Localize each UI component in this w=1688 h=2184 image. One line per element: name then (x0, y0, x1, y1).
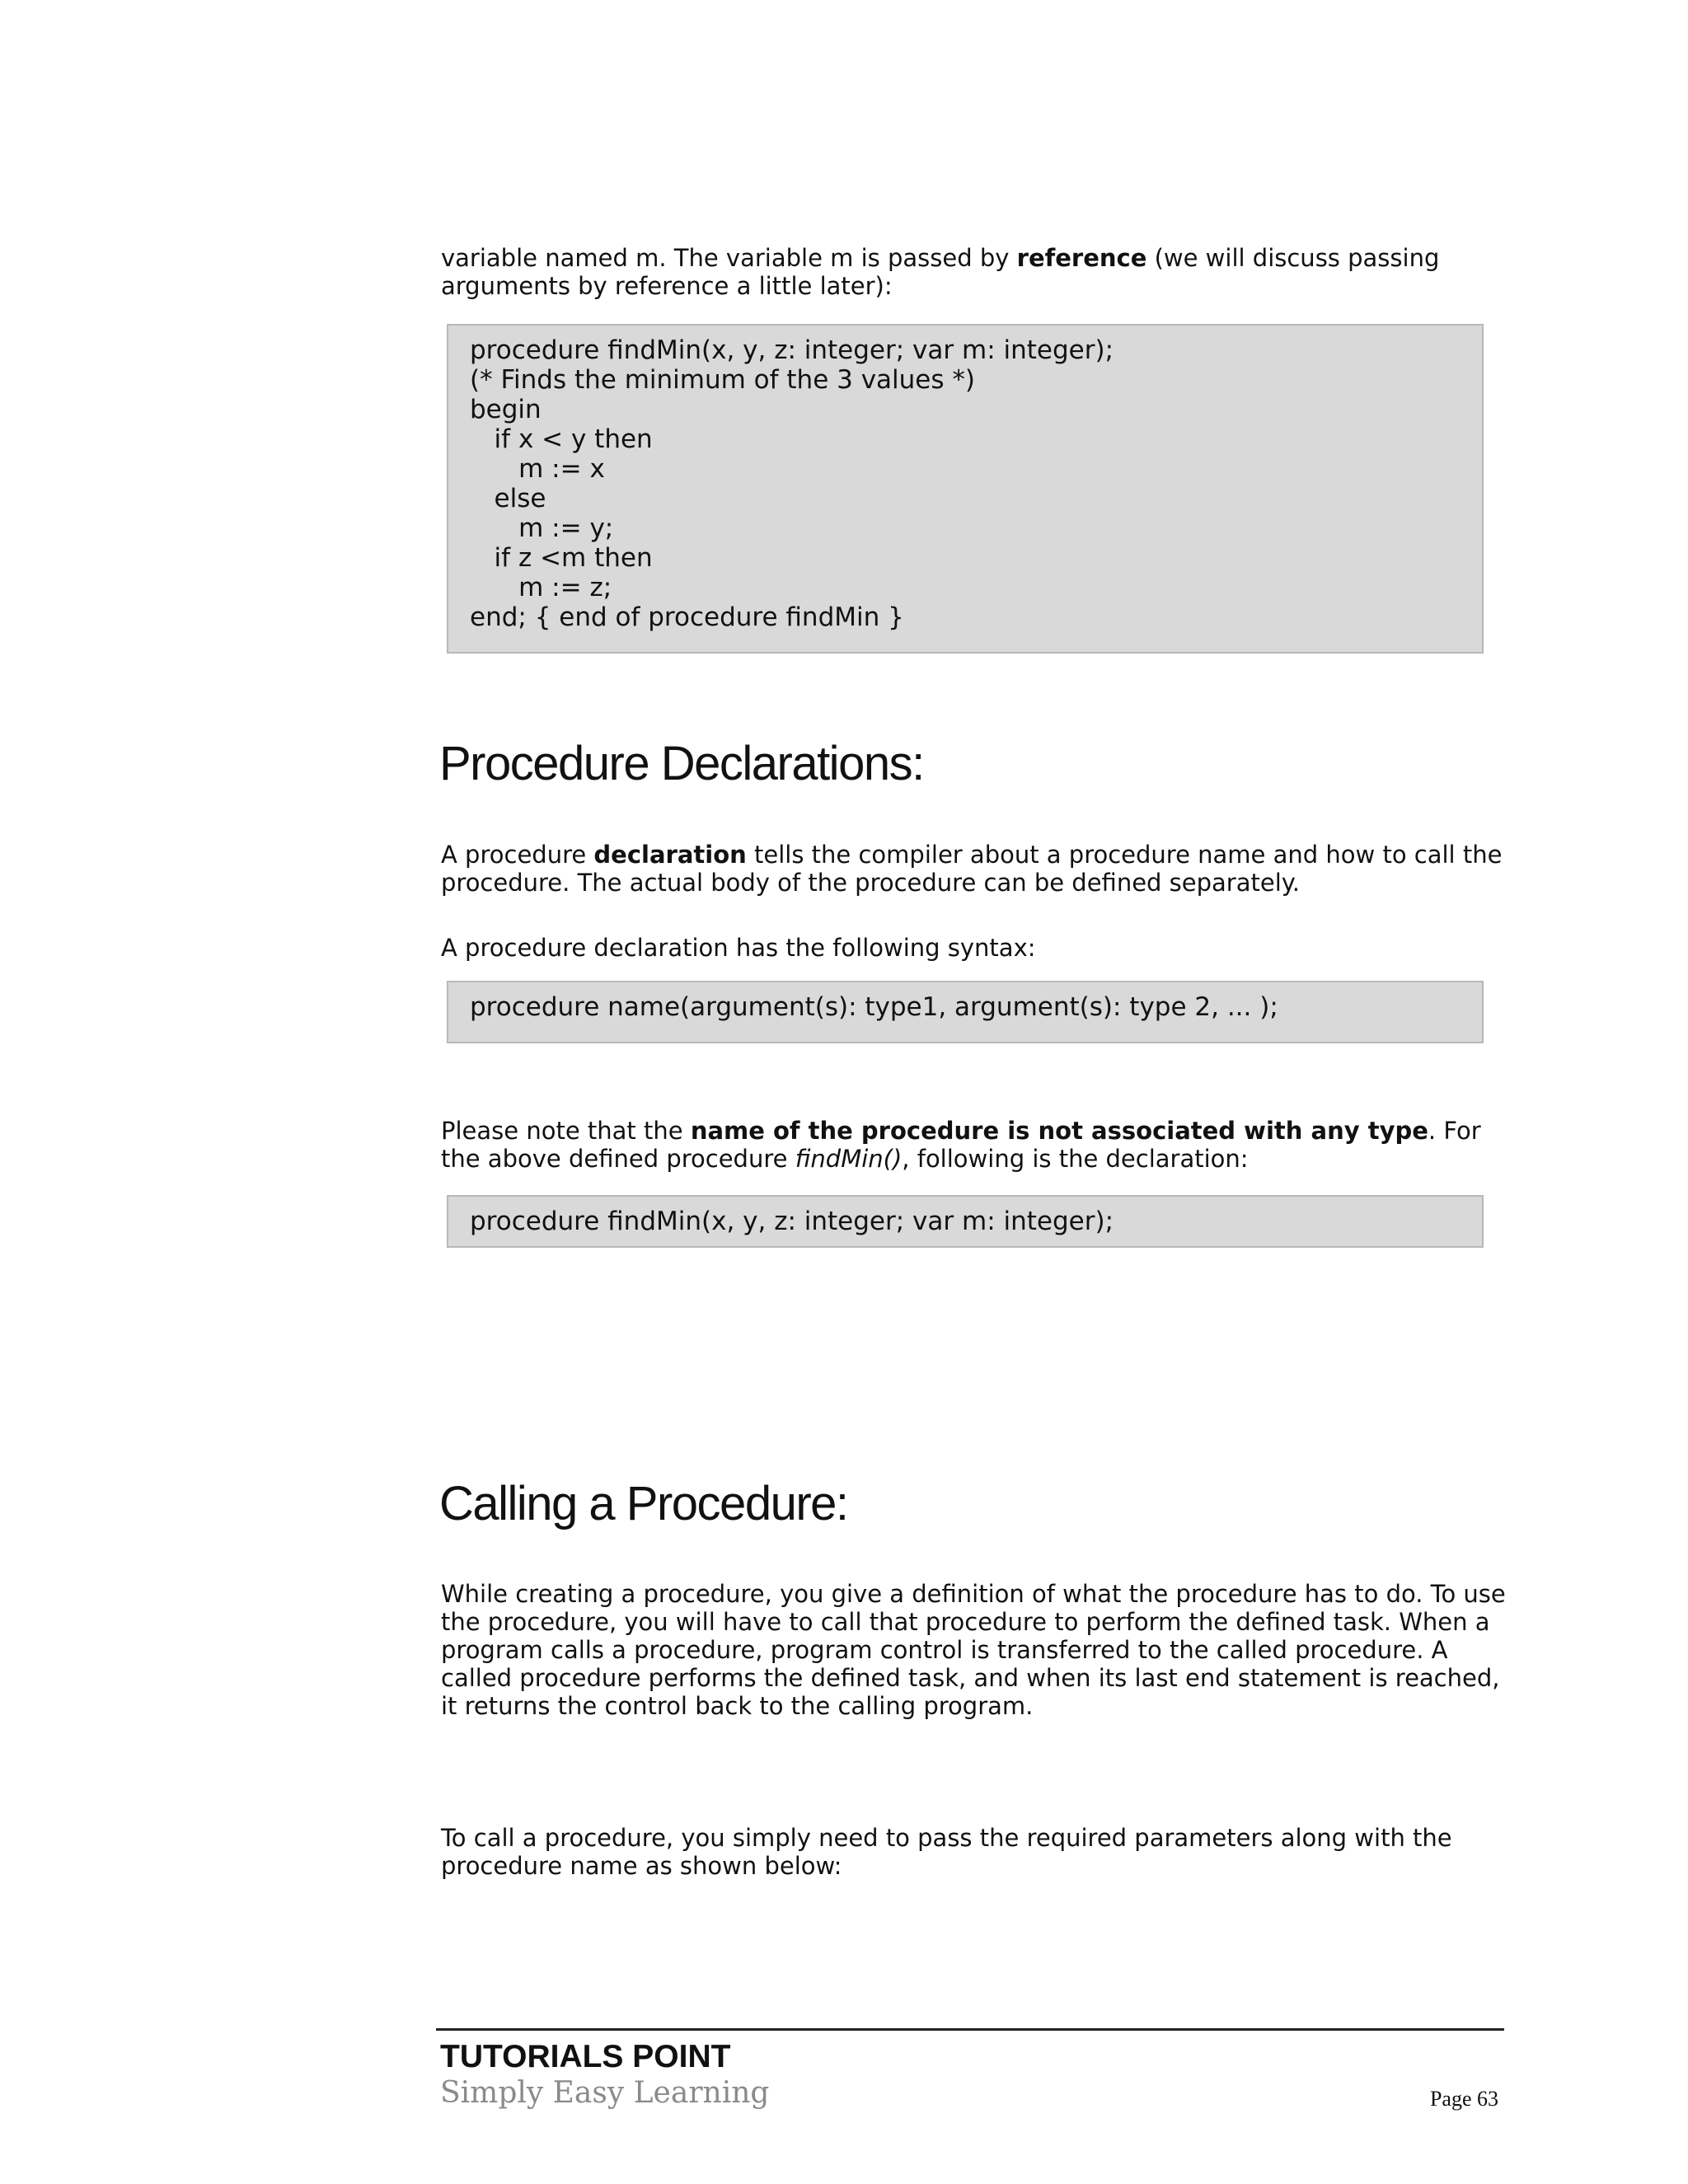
intro-paragraph (441, 244, 1512, 300)
code-line: procedure findMin(x, y, z: integer; var m: integer); (470, 335, 1114, 365)
code-line: (* Finds the minimum of the 3 values *) (470, 365, 975, 395)
code-block-findmin (447, 324, 1484, 654)
footer-divider (436, 2028, 1504, 2031)
intro-text: variable named m. The variable m is passed by (441, 244, 1017, 272)
footer-tagline: Simply Easy Learning (440, 2076, 770, 2110)
declarations-paragraph-1 (441, 841, 1512, 897)
note-italic-function: findMin() (795, 1145, 903, 1173)
code-line: end; { end of procedure findMin } (470, 602, 904, 632)
calling-paragraph-2: To call a procedure, you simply need to pass the required parameters along with the procedure name as shown below: (441, 1824, 1452, 1880)
code-line: procedure findMin(x, y, z: integer; var m: integer); (470, 1207, 1114, 1236)
heading-procedure-declarations: Procedure Declarations: (439, 737, 924, 790)
code-line: begin (470, 395, 542, 424)
code-block-declaration (447, 1195, 1484, 1248)
declarations-paragraph-3 (441, 1117, 1512, 1173)
declarations-text: A procedure (441, 841, 594, 869)
note-text-mid: . For the above defined procedure (441, 1117, 1481, 1173)
declarations-bold-term: declaration (593, 841, 747, 869)
code-line: else (470, 484, 546, 513)
code-line: m := y; (470, 513, 614, 543)
footer-brand: TUTORIALS POINT (440, 2039, 731, 2074)
intro-text-continued: (we will discuss passing arguments by reference a little later): (441, 244, 1440, 300)
code-line: if z <m then (470, 543, 653, 573)
page-number: Page 63 (1429, 2087, 1498, 2111)
note-text-end: , following is the declaration: (902, 1145, 1249, 1173)
calling-paragraph-1: While creating a procedure, you give a definition of what the procedure has to do. To use the procedure, you will have to call that procedure to perform the defined task. When a program calls a procedure, program control is transferred to the called procedure. A called procedure performs the defined task, and when its last end statement is reached, it returns the control back to the calling program. (441, 1580, 1506, 1720)
intro-bold-term: reference (1016, 244, 1147, 272)
code-line: procedure name(argument(s): type1, argument(s): type 2, ... ); (470, 992, 1278, 1022)
code-line: if x < y then (470, 424, 653, 454)
note-bold-phrase: name of the procedure is not associated with any type (690, 1117, 1428, 1145)
heading-calling-a-procedure: Calling a Procedure: (439, 1477, 848, 1530)
declarations-text-continued: tells the compiler about a procedure name and how to call the procedure. The actual body of the procedure can be defined separately. (441, 841, 1503, 897)
note-text: Please note that the (441, 1117, 691, 1145)
declarations-paragraph-2: A procedure declaration has the following syntax: (441, 934, 1036, 962)
code-line: m := z; (470, 573, 612, 602)
code-block-syntax (447, 981, 1484, 1043)
code-line: m := x (470, 454, 605, 484)
